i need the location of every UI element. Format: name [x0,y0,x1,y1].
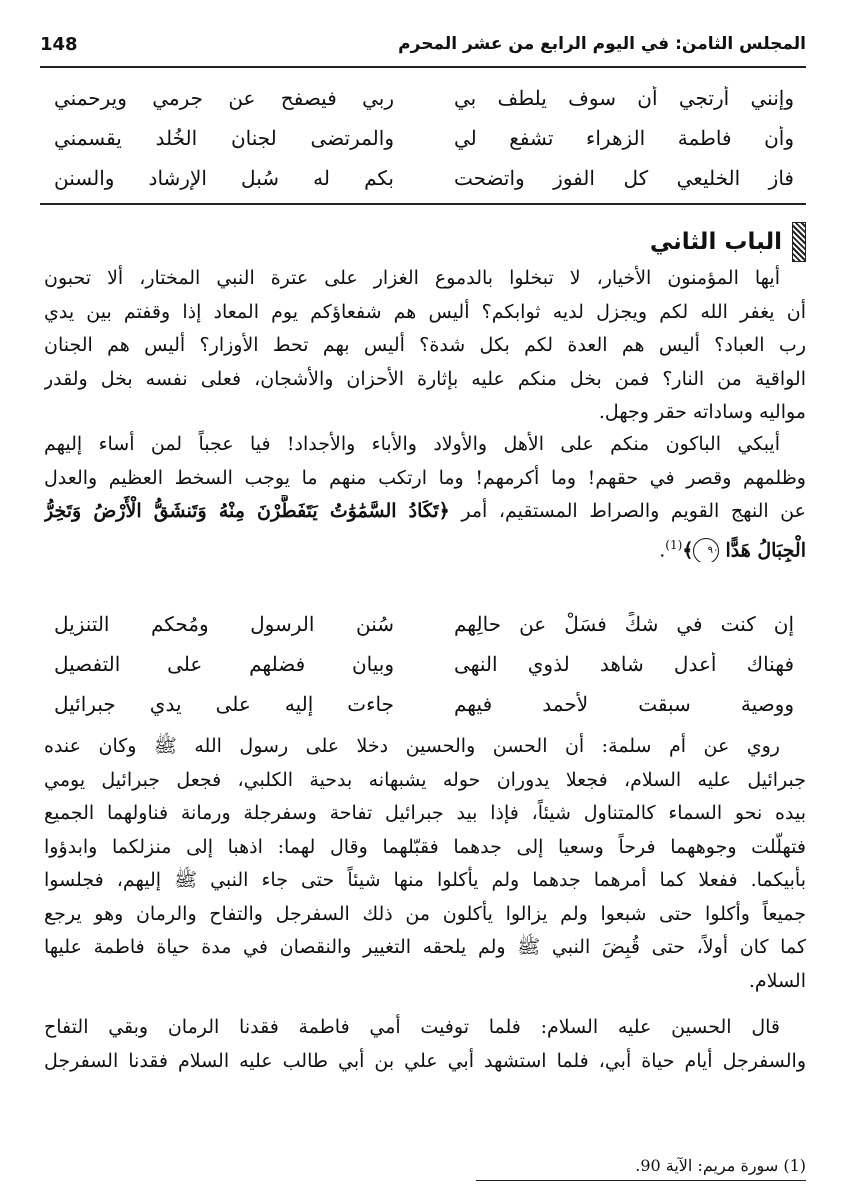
header-rule [40,66,806,68]
chapter-title: المجلس الثامن: في اليوم الرابع من عشر المحرم [398,34,806,54]
poem-verse [40,604,806,644]
quran-verse: تَكَادُ السَّمَٰوَٰتُ يَتَفَطَّرْنَ مِنْهُ وَتَنشَقُّ الْأَرْضُ وَتَخِرُّ [44,500,439,522]
text-line: السلام. [748,969,806,992]
quran-verse: الْجِبَالُ هَدًّا [725,538,806,561]
verse-first-half: وإنني أرتجي أن سوف يلطف بي [454,86,794,110]
verse-second-half: بكم له سُبل الإرشاد والسنن [54,166,394,190]
footnote [635,1156,806,1175]
text-line: جميعاً وأكلوا حتى شبعوا ولم يزالوا يأكلون من ذلك السفرجل والتفاح والرمان وهو يرجع [44,902,806,925]
quran-close-bracket: ﴾ [682,538,694,561]
quran-open-bracket: ﴿ [438,500,450,522]
section-heading-text: الباب الثاني [649,229,782,255]
text-line: وظلمهم وقصر في حقهم! وما أكرمهم! وما ارتكب منهم ما يوجب السخط العظيم والعدل [44,466,806,489]
paragraph-3 [44,730,806,998]
page-number: 148 [40,34,78,55]
footnote-reference: (1) [665,537,683,552]
footnote-text: سورة مريم: الآية 90. [635,1156,779,1175]
section-heading [650,222,806,262]
footnote-rule [476,1180,806,1181]
sentence-end: . [659,538,666,561]
poem-verse [40,118,806,158]
text-line: فتهلّلت وجوههما فرحاً وسعيا إلى جدهما فقبّلهما وقال لهما: اذهبا إلى منزلكما وابدؤوا [44,835,806,858]
text-segment: عن النهج القويم والصراط المستقيم، أمر [461,500,806,522]
text-line: والسفرجل أيام حياة أبي، فلما استشهد أبي علي بن أبي طالب عليه السلام فقدنا السفرجل [44,1049,806,1072]
text-line: الواقية من النار؟ فمن بخل منكم عليه بإثارة الأحزان والأشجان، فعلى نفسه بخل ولقدر [44,367,806,390]
running-header [40,30,806,64]
poem-verse [40,644,806,684]
text-line: أن يغفر الله لكم ويجزل لديه ثوابكم؟ أليس هم شفعاؤكم يوم المعاد إذا وقفتم بين يدي [44,300,806,323]
text-line: مواليه وساداته حقر وجهل. [598,401,806,423]
poem-middle [40,604,806,724]
text-line: بيده نحو السماء كالمتناول شيئاً، فإذا بيد جبرائيل تفاحة وسفرجلة ورمانة فناولهما الجميع [44,802,806,824]
ayah-number-icon: ٩٠ [693,538,719,562]
poem-verse [40,78,806,118]
paragraph-2 [44,428,806,562]
text-line: جبرائيل عليه السلام، فجعلا يدوران حوله يشبهانه بدحية الكلبي، فجعل جبرائيل يومي [44,768,806,791]
verse-second-half: جاءت إليه على يدي جبرائيل [54,692,394,716]
verse-first-half: فاز الخليعي كل الفوز واتضحت [454,166,794,190]
verse-second-half: ربي فيصفح عن جرمي ويرحمني [54,86,394,110]
paragraph-1 [44,262,806,430]
text-line: أيبكي الباكون منكم على الأهل والأولاد والأباء والأجداد! فيا عجباً لمن أساء إليهم [44,433,780,455]
poem-top [40,78,806,198]
heading-ornament-icon [792,222,806,262]
text-line: روي عن أم سلمة: أن الحسن والحسين دخلا على رسول الله ﷺ وكان عنده [44,735,780,757]
verse-second-half: وبيان فضلهم على التفصيل [54,652,394,676]
text-line: بأبيكما. ففعلا كما أمرهما جدهما ولم يأكلوا منها شيئاً حتى جاء النبي ﷺ إليهم، فجلسوا [44,869,806,891]
verse-second-half: والمرتضى لجنان الخُلد يقسمني [54,126,394,150]
verse-first-half: إن كنت في شكٍّ فسَلْ عن حالِهم [454,612,794,636]
section-rule [40,203,806,205]
poem-verse [40,158,806,198]
verse-first-half: وأن فاطمة الزهراء تشفع لي [454,126,794,150]
poem-verse [40,684,806,724]
text-line: رب العباد؟ أليس هم العدة لكم بكل شدة؟ أليس بهم تحط الأوزار؟ أليس هم الجنان [44,334,806,356]
verse-first-half: فهناك أعدل شاهد لذوي النهى [454,652,794,676]
text-line: أيها المؤمنون الأخيار، لا تبخلوا بالدموع الغزار على عترة النبي المختار، ألا تحبون [44,267,780,289]
paragraph-4 [44,1011,806,1078]
text-line [44,495,806,529]
verse-second-half: سُنن الرسول ومُحكم التنزيل [54,612,394,636]
footnote-number: (1) [783,1156,806,1175]
text-line: قال الحسين عليه السلام: فلما توفيت أمي فاطمة فقدنا الرمان وبقي التفاح [44,1016,780,1038]
text-line: كما كان أولاً، حتى قُبِضَ النبي ﷺ ولم يلحقه التغيير والنقصان في مدة حياة فاطمة عليها [44,936,806,958]
text-line [44,529,806,563]
verse-first-half: ووصية سبقت لأحمد فيهم [454,692,794,716]
